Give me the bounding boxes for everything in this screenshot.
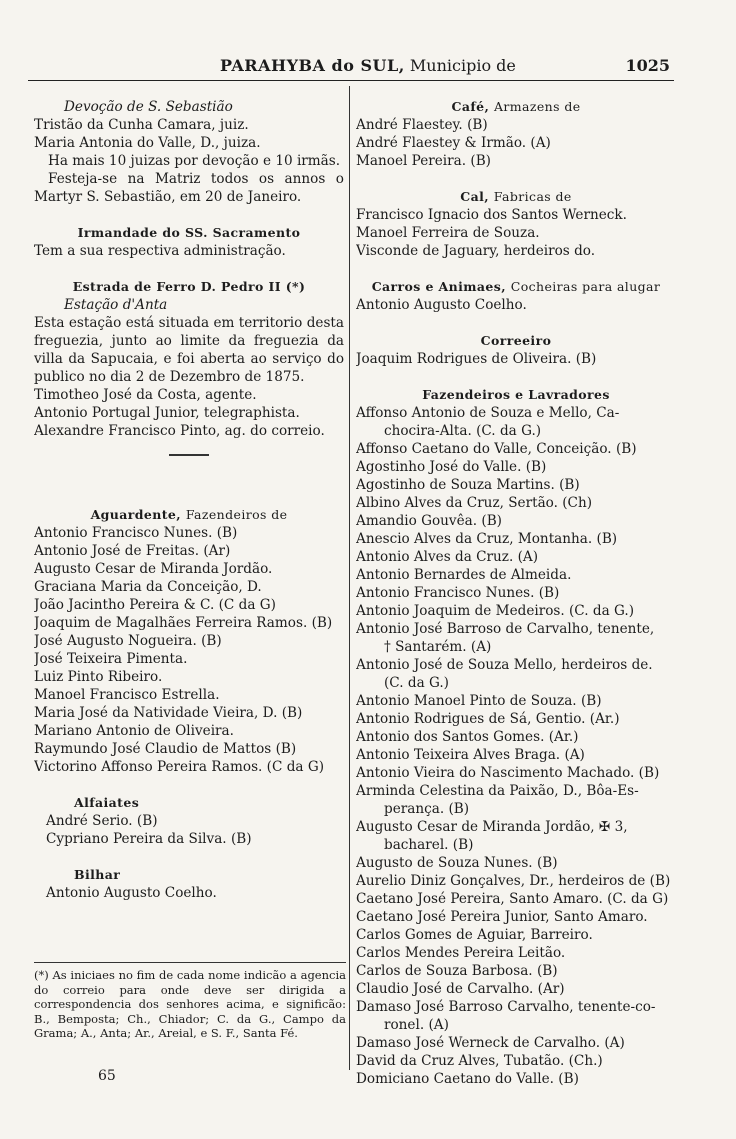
list-item: Mariano Antonio de Oliveira.	[34, 722, 234, 739]
list-item: Antonio Francisco Nunes. (B)	[34, 524, 238, 541]
right-column	[356, 98, 676, 1088]
list-item-continuation: bacharel. (B)	[384, 837, 474, 853]
list-item: Antonio Teixeira Alves Braga. (A)	[356, 747, 585, 763]
list-item-continuation: chocira-Alta. (C. da G.)	[384, 423, 542, 439]
list-item: Affonso Antonio de Souza e Mello, Ca-	[356, 405, 620, 421]
estacao-person: Alexandre Francisco Pinto, ag. do correio.	[34, 423, 325, 439]
title-rest: Municipio de	[409, 56, 516, 75]
carros-heading	[356, 278, 676, 296]
list-item: José Augusto Nogueira. (B)	[34, 632, 222, 649]
list-item: Damaso José Werneck de Carvalho. (A)	[356, 1035, 625, 1051]
list-item: Antonio José Barroso de Carvalho, tenente,	[356, 621, 655, 637]
fazendeiros-list	[356, 404, 676, 1088]
left-column	[34, 98, 344, 902]
list-item: Aurelio Diniz Gonçalves, Dr., herdeiros de (B)	[356, 873, 671, 889]
column-divider	[349, 86, 350, 1070]
list-item: Claudio José de Carvalho. (Ar)	[356, 981, 565, 997]
list-item: Antonio Joaquim de Medeiros. (C. da G.)	[356, 603, 634, 619]
list-item: Raymundo José Claudio de Mattos (B)	[34, 740, 297, 757]
running-title	[220, 56, 516, 75]
devocao-line: Ha mais 10 juizas por devoção e 10 irmãs.	[48, 153, 341, 169]
list-item: Antonio Francisco Nunes. (B)	[356, 585, 560, 601]
list-item-continuation: † Santarém. (A)	[384, 639, 492, 655]
list-item: Antonio Bernardes de Almeida.	[356, 567, 572, 583]
footnote: (*) As iniciaes no fim de cada nome indicão a agencia do correio para onde deve ser dirigida a correspondencia dos senhores acima, e significão: B., Bemposta; Ch., Chiador; C. da G., Campo da Grama; A., Anta; Ar., Areial, e S. F., Santa Fé.	[34, 968, 346, 1040]
carros-title: Carros e Animaes,	[371, 279, 506, 294]
aguardente-heading	[34, 506, 344, 524]
list-item: José Teixeira Pimenta.	[34, 650, 188, 667]
carros-sub: Cocheiras para alugar	[510, 279, 661, 294]
page-header	[28, 54, 674, 81]
list-item: Cypriano Pereira da Silva. (B)	[46, 830, 252, 847]
list-item: Anescio Alves da Cruz, Montanha. (B)	[356, 531, 618, 547]
cafe-title: Café,	[451, 99, 490, 114]
list-item: Manoel Francisco Estrella.	[34, 686, 220, 703]
cafe-heading	[356, 98, 676, 116]
list-item: Agostinho José do Valle. (B)	[356, 459, 547, 475]
title-bold: PARAHYBA do SUL,	[220, 56, 405, 75]
estacao-person: Timotheo José da Costa, agente.	[34, 387, 257, 403]
list-item: Augusto Cesar de Miranda Jordão, ✠ 3,	[356, 819, 628, 835]
list-item: Damaso José Barroso Carvalho, tenente-co-	[356, 999, 656, 1015]
fazendeiros-title: Fazendeiros e Lavradores	[422, 387, 610, 402]
aguardente-sub: Fazendeiros de	[185, 506, 288, 522]
list-item: Arminda Celestina da Paixão, D., Bôa-Es-	[356, 783, 639, 799]
list-item: Carlos Mendes Pereira Leitão.	[356, 945, 566, 961]
list-item: Luiz Pinto Ribeiro.	[34, 668, 163, 685]
cafe-sub: Armazens de	[493, 99, 581, 114]
list-item: Manoel Pereira. (B)	[356, 153, 491, 169]
list-item: Antonio José de Freitas. (Ar)	[34, 542, 231, 559]
devocao-title: Devoção de S. Sebastião	[64, 99, 233, 115]
aguardente-title: Aguardente,	[90, 506, 182, 522]
list-item: Graciana Maria da Conceição, D.	[34, 578, 262, 595]
alfaiates-title: Alfaiates	[74, 794, 140, 810]
list-item: Agostinho de Souza Martins. (B)	[356, 477, 580, 493]
list-item: Albino Alves da Cruz, Sertão. (Ch)	[356, 495, 593, 511]
correeiro-title: Correeiro	[480, 333, 552, 348]
irmandade-title: Irmandade do SS. Sacramento	[77, 225, 301, 240]
devocao-line: Tristão da Cunha Camara, juiz.	[34, 117, 249, 133]
list-item: André Flaestey. (B)	[356, 117, 488, 133]
estacao-person: Antonio Portugal Junior, telegraphista.	[34, 405, 300, 421]
list-item-continuation: perança. (B)	[384, 801, 470, 817]
list-item: Joaquim Rodrigues de Oliveira. (B)	[356, 351, 597, 367]
list-item: David da Cruz Alves, Tubatão. (Ch.)	[356, 1053, 603, 1069]
irmandade-line: Tem a sua respectiva administração.	[34, 243, 286, 259]
list-item: Affonso Caetano do Valle, Conceição. (B)	[356, 441, 637, 457]
list-item: Antonio Augusto Coelho.	[356, 297, 527, 313]
list-item: Francisco Ignacio dos Santos Werneck.	[356, 207, 627, 223]
cal-title: Cal,	[460, 189, 490, 204]
list-item-continuation: ronel. (A)	[384, 1017, 449, 1033]
list-item: Antonio José de Souza Mello, herdeiros de.	[356, 657, 653, 673]
list-item: Joaquim de Magalhães Ferreira Ramos. (B)	[34, 614, 333, 631]
list-item: Domiciano Caetano do Valle. (B)	[356, 1071, 579, 1087]
devocao-line: Maria Antonia do Valle, D., juiza.	[34, 135, 261, 151]
list-item: Amandio Gouvêa. (B)	[356, 513, 502, 529]
estacao-title: Estação d'Anta	[64, 297, 168, 313]
list-item: Victorino Affonso Pereira Ramos. (C da G)	[34, 758, 325, 775]
devocao-line: Festeja-se na Matriz todos os annos o Martyr S. Sebastião, em 20 de Janeiro.	[34, 171, 344, 205]
bilhar-title: Bilhar	[74, 866, 121, 882]
list-item-continuation: (C. da G.)	[384, 675, 449, 691]
list-item: Antonio Manoel Pinto de Souza. (B)	[356, 693, 602, 709]
list-item: João Jacintho Pereira & C. (C da G)	[34, 596, 276, 613]
footer-page-number: 65	[98, 1068, 116, 1084]
cal-sub: Fabricas de	[493, 189, 572, 204]
list-item: Caetano José Pereira Junior, Santo Amaro.	[356, 909, 648, 925]
list-item: André Flaestey & Irmão. (A)	[356, 135, 551, 151]
cal-heading	[356, 188, 676, 206]
list-item: Antonio Vieira do Nascimento Machado. (B)	[356, 765, 660, 781]
section-rule	[169, 454, 209, 456]
list-item: Maria José da Natividade Vieira, D. (B)	[34, 704, 303, 721]
page-number: 1025	[625, 56, 670, 75]
list-item: Visconde de Jaguary, herdeiros do.	[356, 243, 596, 259]
list-item: Augusto de Souza Nunes. (B)	[356, 855, 558, 871]
list-item: Antonio dos Santos Gomes. (Ar.)	[356, 729, 579, 745]
list-item: André Serio. (B)	[46, 812, 158, 829]
list-item: Antonio Alves da Cruz. (A)	[356, 549, 539, 565]
list-item: Caetano José Pereira, Santo Amaro. (C. da G)	[356, 891, 669, 907]
list-item: Manoel Ferreira de Souza.	[356, 225, 540, 241]
estrada-title: Estrada de Ferro D. Pedro II (*)	[72, 279, 306, 294]
list-item: Carlos de Souza Barbosa. (B)	[356, 963, 558, 979]
list-item: Carlos Gomes de Aguiar, Barreiro.	[356, 927, 593, 943]
list-item: Antonio Augusto Coelho.	[46, 884, 217, 901]
list-item: Antonio Rodrigues de Sá, Gentio. (Ar.)	[356, 711, 620, 727]
footnote-rule	[34, 962, 346, 963]
estacao-text: Esta estação está situada em territorio desta freguezia, junto ao limite da freguezia da villa da Sapucaia, e foi aberta ao serviço do publico no dia 2 de Dezembro de 1875.	[34, 315, 344, 385]
list-item: Augusto Cesar de Miranda Jordão.	[34, 560, 273, 577]
